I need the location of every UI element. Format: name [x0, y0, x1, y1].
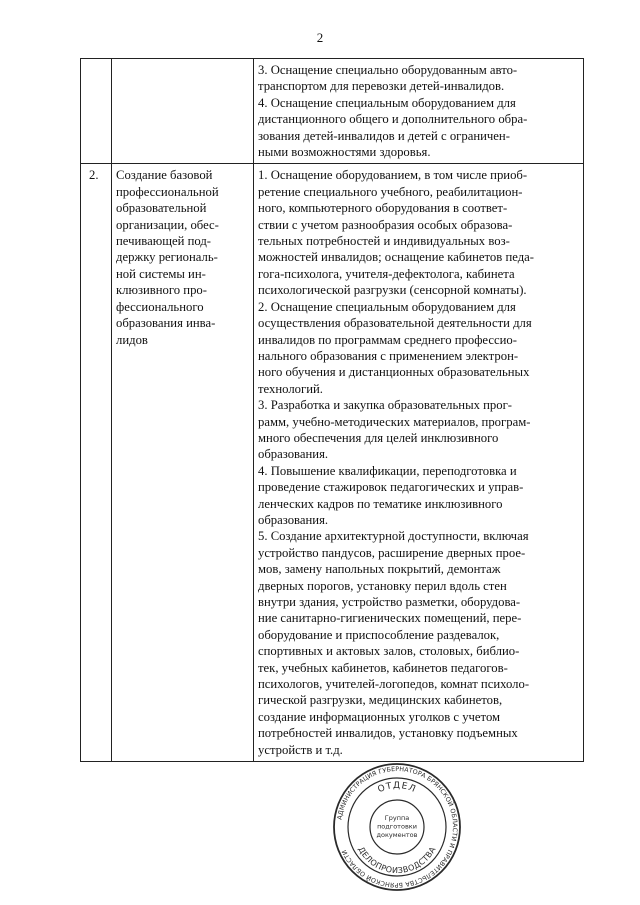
text-line: гической разгрузки, медицинских кабинетов, — [258, 693, 503, 708]
text-line: создание информационных уголков с учетом — [258, 709, 501, 724]
text-line: устройство пандусов, расширение дверных прое- — [258, 545, 526, 560]
text-line: тельных потребностей и индивидуальных воз- — [258, 234, 510, 249]
text-line: 4. Оснащение специальным оборудованием для — [258, 95, 516, 110]
stamp-dept-top-text: ОТДЕЛ — [376, 780, 418, 796]
official-stamp-seal — [332, 762, 462, 892]
table-row — [81, 59, 584, 164]
measures-text — [258, 62, 580, 160]
text-line: образовательной — [116, 201, 207, 216]
row-measures-cell — [254, 164, 584, 762]
text-line: 3. Оснащение специально оборудованным авто- — [258, 63, 518, 77]
text-line: Создание базовой — [116, 168, 213, 183]
text-line: ние санитарно-гигиенических помещений, пере- — [258, 611, 522, 626]
svg-text:ДЕЛОПРОИЗВОДСТВА — [356, 845, 437, 875]
row-number-cell: 2. — [81, 164, 112, 762]
text-line: тек, учебных кабинетов, кабинетов педагогов- — [258, 660, 508, 675]
text-line: осуществления образовательной деятельности для — [258, 316, 532, 331]
text-line: оборудование и приспособление раздевалок, — [258, 627, 500, 642]
page-number: 2 — [316, 30, 324, 45]
stamp-outer-text: АДМИНИСТРАЦИЯ ГУБЕРНАТОРА БРЯНСКОЙ ОБЛАСТИ И ПРАВИТЕЛЬСТВА БРЯНСКОЙ ОБЛАСТИ — [336, 765, 459, 889]
document-table — [80, 58, 584, 762]
text-line: 2. Оснащение специальным оборудованием для — [258, 299, 516, 314]
stamp-center-line: документов — [376, 831, 418, 839]
text-line: ного обучения и дистанционных образовательных — [258, 365, 530, 380]
text-line: дистанционного общего и дополнительного обра- — [258, 112, 528, 127]
text-line: ной системы ин- — [116, 266, 206, 281]
text-line: можностей инвалидов; оснащение кабинетов педа- — [258, 250, 535, 265]
text-line: ленческих кадров по тематике инклюзивного — [258, 496, 503, 511]
text-line: образования. — [258, 447, 329, 462]
text-line: образования. — [258, 512, 329, 527]
text-line: внутри здания, устройство разметки, оборудова- — [258, 595, 521, 609]
stamp-center-line: подготовки — [377, 822, 417, 831]
text-line: организации, обес- — [116, 217, 219, 232]
row-name-text — [116, 167, 250, 347]
row-measures-cell — [254, 59, 584, 164]
text-line: инвалидов по программам среднего профессио- — [258, 332, 517, 347]
text-line: ретение специального учебного, реабилитацион- — [258, 184, 523, 199]
text-line: клюзивного про- — [116, 283, 208, 298]
text-line: психологов, учителей-логопедов, комнат психоло- — [258, 677, 530, 692]
text-line: потребностей инвалидов, установку подъемных — [258, 726, 518, 741]
text-line: профессиональной — [116, 184, 219, 199]
text-line: транспортом для перевозки детей-инвалидов. — [258, 79, 505, 94]
text-line: фессионального — [116, 299, 204, 314]
text-line: 3. Разработка и закупка образовательных прог- — [258, 398, 513, 413]
measures-text — [258, 167, 580, 758]
text-line: 5. Создание архитектурной доступности, включая — [258, 529, 529, 544]
row-name-cell — [112, 59, 254, 164]
text-line: 1. Оснащение оборудованием, в том числе приоб- — [258, 168, 528, 183]
text-line: много обеспечения для целей инклюзивного — [258, 430, 499, 445]
text-line: рамм, учебно-методических материалов, програм- — [258, 414, 531, 429]
text-line: 4. Повышение квалификации, переподготовка и — [258, 463, 517, 478]
stamp-dept-bottom-text: ДЕЛОПРОИЗВОДСТВА — [356, 845, 438, 876]
text-line: печивающей под- — [116, 234, 212, 249]
text-line: гога-психолога, учителя-дефектолога, кабинета — [258, 266, 515, 281]
text-line: устройств и т.д. — [258, 742, 343, 757]
text-line: ного, компьютерного оборудования в соответ- — [258, 201, 508, 216]
text-line: нального образования с применением электрон- — [258, 348, 519, 363]
text-line: зования детей-инвалидов и детей с ограничен- — [258, 128, 510, 143]
text-line: держку региональ- — [116, 250, 218, 265]
table-row — [81, 164, 584, 762]
text-line: спортивных и актовых залов, столовых, библио- — [258, 644, 520, 659]
stamp-center-line: Группа — [384, 814, 410, 822]
text-line: образования инва- — [116, 316, 216, 331]
row-name-cell — [112, 164, 254, 762]
text-line: дверных порогов, установку перил вдоль стен — [258, 578, 507, 593]
text-line: проведение стажировок педагогических и управ- — [258, 480, 524, 495]
text-line: ствии с учетом разнообразия особых образова- — [258, 217, 513, 232]
svg-text:ОТДЕЛ — [376, 781, 417, 795]
text-line: технологий. — [258, 381, 323, 396]
row-number-cell — [81, 59, 112, 164]
text-line: психологической разгрузки (сенсорной комнаты). — [258, 283, 527, 298]
text-line: мов, замену напольных покрытий, демонтаж — [258, 562, 501, 577]
text-line: ными возможностями здоровья. — [258, 145, 431, 160]
text-line: лидов — [116, 332, 148, 347]
